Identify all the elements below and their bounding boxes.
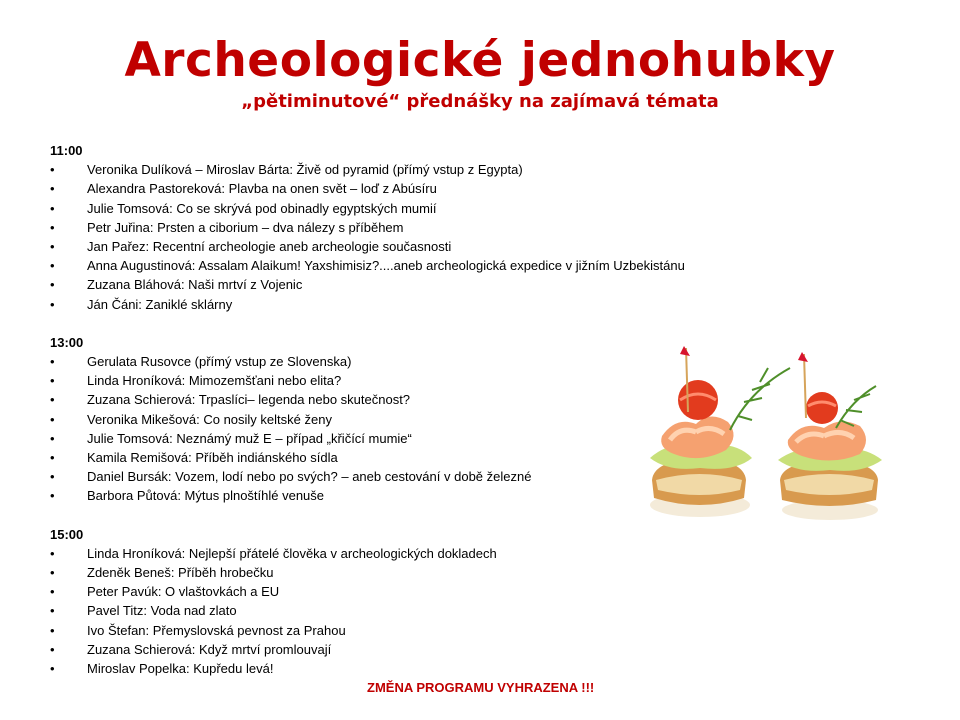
talk-text: Gerulata Rusovce (přímý vstup ze Slovenska)	[87, 354, 352, 370]
canape-illustration	[640, 340, 900, 530]
right-canape	[778, 352, 882, 520]
bullet-icon: •	[50, 162, 55, 178]
session-block	[50, 141, 810, 314]
bullet-icon: •	[50, 258, 55, 274]
talk-list	[50, 544, 810, 678]
bullet-icon: •	[50, 354, 55, 370]
talk-item	[50, 160, 810, 179]
session-block	[50, 525, 810, 679]
session-time: 11:00	[50, 143, 83, 158]
talk-text: Veronika Mikešová: Co nosily keltské ženy	[87, 411, 332, 427]
talk-text: Linda Hroníková: Mimozemšťani nebo elita?	[87, 373, 342, 389]
talk-item	[50, 199, 810, 218]
session-time: 15:00	[50, 526, 84, 542]
talk-text: Petr Juřina: Prsten a ciborium – dva nálezy s příběhem	[87, 219, 404, 235]
talk-text: Zuzana Bláhová: Naši mrtví z Vojenic	[87, 277, 303, 293]
talk-list	[50, 160, 810, 314]
session-time: 13:00	[50, 334, 84, 350]
talk-text: Barbora Půtová: Mýtus plnoštíhlé venuše	[87, 488, 325, 504]
talk-text: Ján Čáni: Zaniklé sklárny	[87, 296, 233, 312]
talk-item	[50, 621, 810, 640]
talk-item	[50, 640, 810, 659]
bullet-icon: •	[50, 296, 55, 312]
talk-text: Linda Hroníková: Nejlepší přátelé člověka v archeologických dokladech	[87, 545, 497, 561]
bullet-icon: •	[50, 181, 55, 197]
talk-text: Alexandra Pastoreková: Plavba na onen svět – loď z Abúsíru	[87, 181, 437, 197]
bullet-icon: •	[50, 641, 55, 657]
bullet-icon: •	[50, 411, 55, 427]
talk-text: Zdeněk Beneš: Příběh hrobečku	[87, 565, 274, 581]
talk-text: Julie Tomsová: Neznámý muž E – případ „křičící mumie“	[87, 430, 412, 446]
bullet-icon: •	[50, 430, 55, 446]
talk-item	[50, 563, 810, 582]
talk-text: Kamila Remišová: Příběh indiánského sídla	[87, 450, 338, 466]
bullet-icon: •	[50, 219, 55, 235]
talk-item	[50, 237, 810, 256]
bullet-icon: •	[50, 450, 55, 466]
bullet-icon: •	[50, 603, 55, 619]
talk-item	[50, 275, 810, 294]
talk-text: Veronika Dulíková – Miroslav Bárta: Živě od pyramid (přímý vstup z Egypta)	[87, 162, 523, 178]
bullet-icon: •	[50, 200, 55, 216]
talk-item	[50, 582, 810, 601]
bullet-icon: •	[50, 469, 55, 485]
bullet-icon: •	[50, 392, 55, 408]
bullet-icon: •	[50, 565, 55, 581]
talk-item	[50, 179, 810, 198]
talk-text: Julie Tomsová: Co se skrývá pod obinadly egyptských mumií	[87, 200, 437, 216]
bullet-icon: •	[50, 239, 55, 255]
bullet-icon: •	[50, 373, 55, 389]
talk-text: Daniel Bursák: Vozem, lodí nebo po svých? – aneb cestování v době železné	[87, 469, 532, 485]
talk-text: Miroslav Popelka: Kupředu levá!	[87, 661, 274, 677]
talk-text: Peter Pavúk: O vlaštovkách a EU	[87, 584, 280, 600]
bullet-icon: •	[50, 488, 55, 504]
bullet-icon: •	[50, 622, 55, 638]
bullet-icon: •	[50, 277, 55, 293]
talk-item	[50, 295, 810, 314]
talk-item	[50, 601, 810, 620]
program-change-notice: ZMĚNA PROGRAMU VYHRAZENA !!!	[367, 680, 595, 695]
talk-text: Zuzana Schierová: Když mrtví promlouvají	[87, 641, 332, 657]
talk-item	[50, 256, 810, 275]
bullet-icon: •	[50, 584, 55, 600]
talk-text: Anna Augustinová: Assalam Alaikum! Yaxshimisiz?....aneb archeologická expedice v jižním Uzbekistánu	[87, 258, 685, 274]
talk-item	[50, 218, 810, 237]
talk-item	[50, 544, 810, 563]
page-subtitle: „pětiminutové“ přednášky na zajímavá témata	[241, 91, 719, 112]
talk-text: Jan Pařez: Recentní archeologie aneb archeologie současnosti	[87, 239, 452, 255]
left-canape	[650, 346, 790, 517]
bullet-icon: •	[50, 545, 55, 561]
talk-text: Ivo Štefan: Přemyslovská pevnost za Prahou	[87, 622, 346, 638]
bullet-icon: •	[50, 661, 55, 677]
page-title: Archeologické jednohubky	[124, 33, 836, 88]
talk-item	[50, 659, 810, 678]
talk-text: Zuzana Schierová: Trpaslíci– legenda nebo skutečnost?	[87, 392, 411, 408]
talk-text: Pavel Titz: Voda nad zlato	[87, 603, 237, 619]
